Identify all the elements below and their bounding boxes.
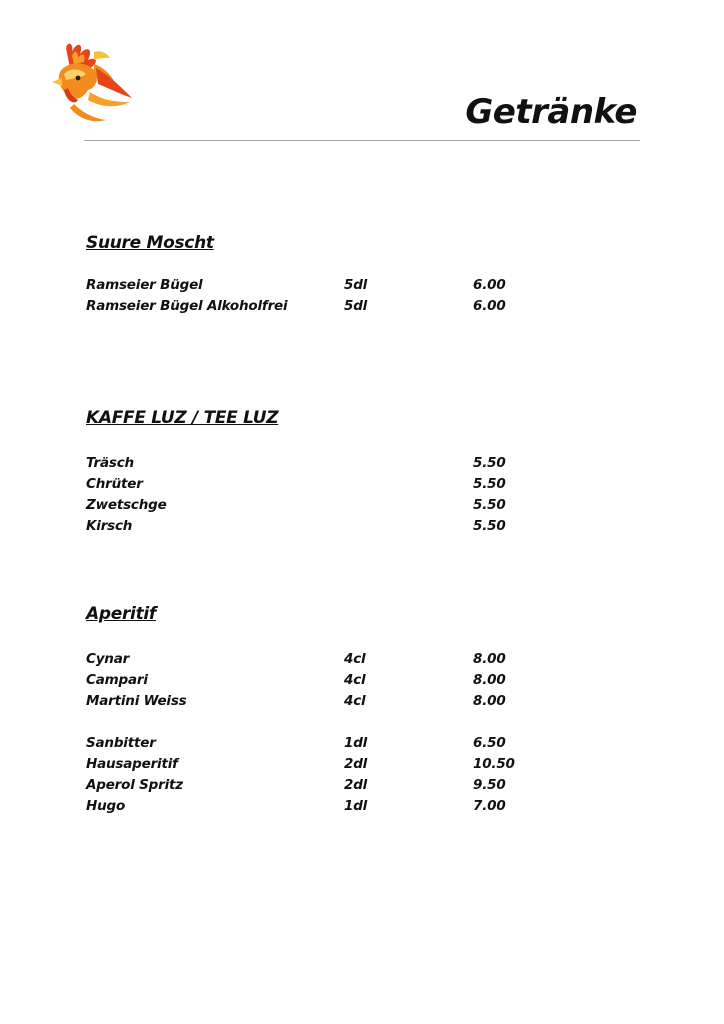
item-name: Cynar xyxy=(86,651,130,667)
item-price: 8.00 xyxy=(473,651,506,667)
list-item xyxy=(86,497,646,518)
section-list xyxy=(86,277,646,319)
list-item xyxy=(86,777,646,798)
item-name: Hugo xyxy=(86,798,126,814)
rooster-logo-icon xyxy=(44,38,136,126)
section-title: Suure Moscht xyxy=(86,233,214,253)
item-size: 4cl xyxy=(344,693,366,709)
list-item xyxy=(86,298,646,319)
list-spacer xyxy=(86,714,646,735)
item-name: Campari xyxy=(86,672,148,688)
list-item xyxy=(86,651,646,672)
item-name: Hausaperitif xyxy=(86,756,178,772)
item-price: 6.00 xyxy=(473,277,506,293)
list-item xyxy=(86,455,646,476)
item-size: 2dl xyxy=(344,756,368,772)
item-price: 5.50 xyxy=(473,455,506,471)
item-size: 5dl xyxy=(344,277,368,293)
item-size: 1dl xyxy=(344,798,368,814)
page-title: Getränke xyxy=(465,92,637,132)
item-size: 5dl xyxy=(344,298,368,314)
list-item xyxy=(86,798,646,819)
item-price: 5.50 xyxy=(473,476,506,492)
item-name: Kirsch xyxy=(86,518,133,534)
item-size: 4cl xyxy=(344,651,366,667)
item-price: 6.00 xyxy=(473,298,506,314)
list-item xyxy=(86,476,646,497)
item-size: 4cl xyxy=(344,672,366,688)
item-price: 7.00 xyxy=(473,798,506,814)
header-divider xyxy=(84,140,640,141)
item-price: 5.50 xyxy=(473,497,506,513)
item-name: Ramseier Bügel xyxy=(86,277,203,293)
item-name: Aperol Spritz xyxy=(86,777,183,793)
item-price: 8.00 xyxy=(473,672,506,688)
item-price: 8.00 xyxy=(473,693,506,709)
item-size: 1dl xyxy=(344,735,368,751)
item-size: 2dl xyxy=(344,777,368,793)
item-price: 5.50 xyxy=(473,518,506,534)
section-title: Aperitif xyxy=(86,604,157,624)
item-price: 10.50 xyxy=(473,756,515,772)
list-item xyxy=(86,277,646,298)
item-price: 6.50 xyxy=(473,735,506,751)
item-name: Träsch xyxy=(86,455,134,471)
list-item xyxy=(86,756,646,777)
item-name: Ramseier Bügel Alkoholfrei xyxy=(86,298,288,314)
list-item xyxy=(86,518,646,539)
list-item xyxy=(86,693,646,714)
section-list xyxy=(86,455,646,539)
item-price: 9.50 xyxy=(473,777,506,793)
list-item xyxy=(86,735,646,756)
item-name: Chrüter xyxy=(86,476,143,492)
section-list xyxy=(86,651,646,819)
item-name: Zwetschge xyxy=(86,497,167,513)
item-name: Martini Weiss xyxy=(86,693,187,709)
item-name: Sanbitter xyxy=(86,735,156,751)
list-item xyxy=(86,672,646,693)
section-title: KAFFE LUZ / TEE LUZ xyxy=(86,408,279,428)
